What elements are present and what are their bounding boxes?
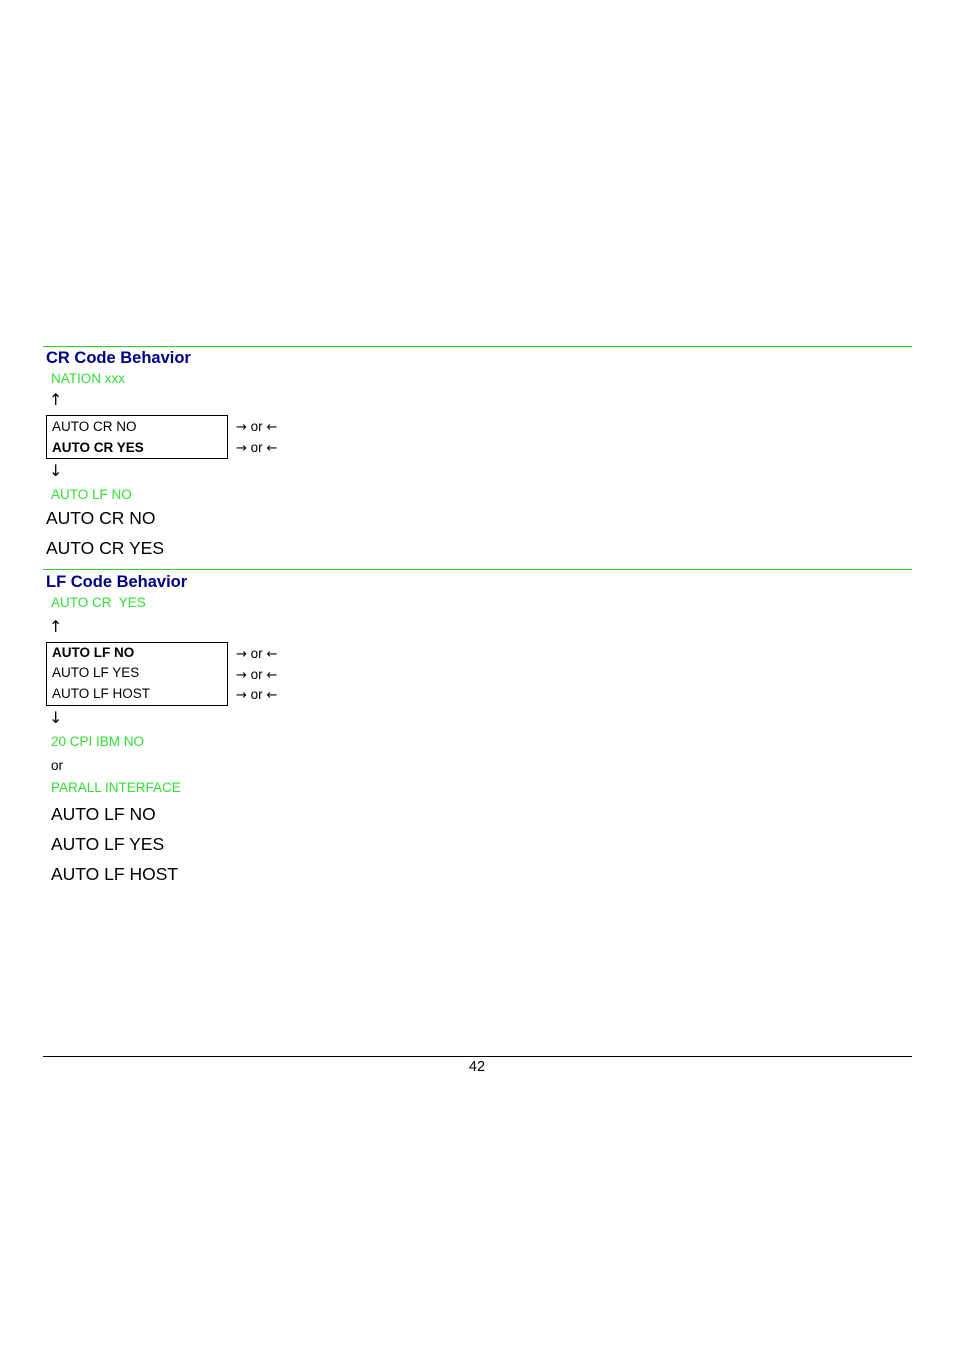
nav-or-word: or xyxy=(250,667,263,682)
left-arrow-icon: ← xyxy=(266,647,278,662)
right-arrow-icon: → xyxy=(236,647,247,662)
lf-prev-menu-item: AUTO CR YES xyxy=(51,595,146,610)
lf-menu-box xyxy=(46,642,228,706)
lf-next-menu-item-1: 20 CPI IBM NO xyxy=(51,734,145,749)
lf-option-yes: AUTO LF YES xyxy=(51,834,165,854)
cr-nav-hint-2 xyxy=(236,440,277,456)
right-arrow-icon: → xyxy=(236,420,247,435)
cr-option-no: AUTO CR NO xyxy=(46,508,156,528)
lf-nav-hint-1 xyxy=(236,646,277,662)
lf-menu-item-host: AUTO LF HOST xyxy=(52,686,151,701)
left-arrow-icon: ← xyxy=(266,668,278,683)
lf-menu-item-yes: AUTO LF YES xyxy=(52,665,140,680)
left-arrow-icon: ← xyxy=(266,420,278,435)
nav-or-word: or xyxy=(250,419,263,434)
lf-menu-item-no: AUTO LF NO xyxy=(52,645,135,660)
cr-next-menu-item: AUTO LF NO xyxy=(51,487,132,502)
cr-down-arrow-icon: ↓ xyxy=(49,461,63,480)
nav-or-word: or xyxy=(250,646,263,661)
lf-up-arrow-icon: ↑ xyxy=(49,617,63,636)
cr-option-yes: AUTO CR YES xyxy=(46,538,164,558)
lf-section-rule xyxy=(43,569,912,570)
right-arrow-icon: → xyxy=(236,668,247,683)
lf-section-title: LF Code Behavior xyxy=(46,573,188,591)
cr-section-title: CR Code Behavior xyxy=(46,349,191,367)
cr-up-arrow-icon: ↑ xyxy=(49,390,63,409)
nav-or-word: or xyxy=(250,687,263,702)
nav-or-word: or xyxy=(250,440,263,455)
cr-menu-box xyxy=(46,415,228,459)
cr-menu-item-no: AUTO CR NO xyxy=(52,419,137,434)
left-arrow-icon: ← xyxy=(266,688,278,703)
right-arrow-icon: → xyxy=(236,441,247,456)
lf-nav-hint-3 xyxy=(236,687,277,703)
lf-option-no: AUTO LF NO xyxy=(51,804,156,824)
lf-option-host: AUTO LF HOST xyxy=(51,864,179,884)
page-number: 42 xyxy=(468,1059,486,1075)
lf-or-text: or xyxy=(51,758,64,773)
left-arrow-icon: ← xyxy=(266,441,278,456)
cr-prev-menu-item: NATION xxx xyxy=(51,371,125,386)
lf-down-arrow-icon: ↓ xyxy=(49,708,63,727)
lf-nav-hint-2 xyxy=(236,667,277,683)
lf-next-menu-item-2: PARALL INTERFACE xyxy=(51,780,181,795)
footer-rule xyxy=(43,1056,912,1057)
cr-section-rule xyxy=(43,346,912,347)
cr-menu-item-yes: AUTO CR YES xyxy=(52,440,144,455)
cr-nav-hint-1 xyxy=(236,419,277,435)
right-arrow-icon: → xyxy=(236,688,247,703)
